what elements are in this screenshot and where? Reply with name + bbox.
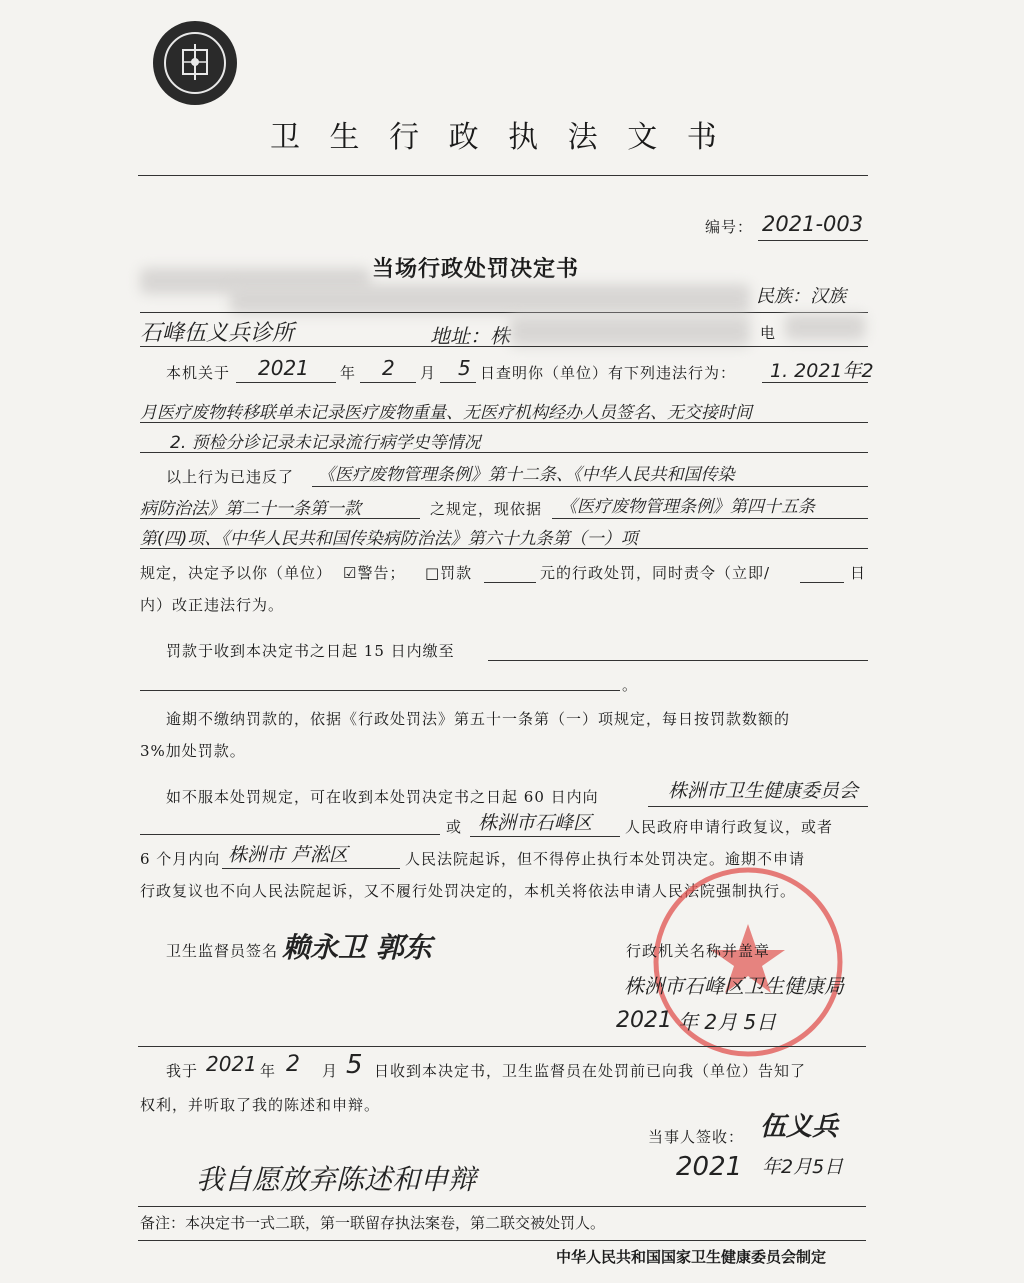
p3-line2: 内）改正违法行为。 <box>140 596 285 614</box>
party-signature: 伍义兵 <box>760 1112 839 1142</box>
p6-line4: 行政复议也不向人民法院起诉，又不履行处罚决定的，本机关将依法申请人民法院强制执行。 <box>140 882 797 900</box>
redacted-area <box>230 284 750 314</box>
p2-basis-2: 第(四)项、《中华人民共和国传染病防治法》第六十九条第（一）项 <box>140 529 638 549</box>
p6-line3-b: 人民法院起诉，但不得停止执行本处罚决定。逾期不申请 <box>405 850 806 868</box>
receipt-month-suffix: 月 <box>322 1062 339 1080</box>
receipt-line1-b: 日收到本决定书，卫生监督员在处罚前已向我（单位）告知了 <box>374 1062 807 1080</box>
p1-year-suffix: 年 <box>340 364 357 382</box>
p2-law-line-1 <box>312 486 868 487</box>
p6-gov-line <box>470 836 620 837</box>
receipt-month: 2 <box>286 1052 300 1077</box>
receipt-year-suffix: 年 <box>260 1062 277 1080</box>
p6-recon-line-1 <box>648 806 868 807</box>
footer-note: 备注：本决定书一式二联，第一联留存执法案卷，第二联交被处罚人。 <box>140 1214 606 1232</box>
footer-issuer: 中华人民共和国国家卫生健康委员会制定 <box>556 1248 827 1266</box>
p3-day-line <box>800 582 844 583</box>
p2-basis-mid: 之规定，现依据 <box>430 500 543 518</box>
p4-text: 罚款于收到本决定书之日起 15 日内缴至 <box>166 642 455 660</box>
party-phone-label: 电 <box>760 324 777 342</box>
party-ethnicity: 民族：汉族 <box>756 286 846 307</box>
agency-name: 株洲市石峰区卫生健康局 <box>624 974 844 998</box>
p3-line1-a: 规定，决定予以你（单位） <box>140 564 333 582</box>
redacted-area <box>510 316 750 346</box>
p2-law-1: 《医疗废物管理条例》第十二条、《中华人民共和国传染 <box>318 465 735 485</box>
agency-date-rest: 年 2月 5日 <box>678 1010 777 1034</box>
party-line-2 <box>140 346 868 347</box>
receipt-line1-a: 我于 <box>166 1062 199 1080</box>
agency-date-year: 2021 <box>616 1008 672 1033</box>
doc-number-value: 2021-003 <box>762 212 864 236</box>
p3-check-warning: ☑警告； <box>343 564 406 582</box>
agency-title: 卫 生 行 政 执 法 文 书 <box>270 120 727 155</box>
party-statement: 我自愿放弃陈述和申辩 <box>196 1163 477 1196</box>
footer-divider-1 <box>138 1206 866 1207</box>
p1-year: 2021 <box>258 356 309 380</box>
p1-day: 5 <box>458 356 471 380</box>
party-address-label: 地址：株 <box>430 324 510 348</box>
receipt-day: 5 <box>346 1050 363 1080</box>
p6-court: 株洲市 芦淞区 <box>228 844 349 866</box>
p5-line1: 逾期不缴纳罚款的，依据《行政处罚法》第五十一条第（一）项规定，每日按罚款数额的 <box>166 710 791 728</box>
redacted-area <box>785 314 865 340</box>
p2-law-line-2 <box>140 518 420 519</box>
party-sign-label: 当事人签收： <box>648 1128 745 1146</box>
p1-month: 2 <box>382 356 395 380</box>
p3-fine-line <box>484 582 536 583</box>
p1-prefix: 本机关于 <box>166 364 231 382</box>
party-unit-name: 石峰伍义兵诊所 <box>140 321 295 346</box>
p2-law-2: 病防治法》第二十一条第一款 <box>140 499 361 519</box>
p6-recon-line-2 <box>140 834 440 835</box>
doc-number-label: 编号： <box>705 218 754 236</box>
agency-label: 行政机关名称并盖章 <box>626 942 771 960</box>
p1-violation-line-2 <box>140 422 868 423</box>
p2-basis-line-2 <box>140 548 868 549</box>
p4-period: 。 <box>622 676 639 694</box>
receipt-line2: 权利，并听取了我的陈述和申辩。 <box>140 1096 381 1114</box>
p1-year-line <box>236 382 336 383</box>
receipt-date-rest: 年2月5日 <box>762 1156 844 1178</box>
p1-violation-line-1 <box>762 382 868 383</box>
title-divider <box>138 175 868 176</box>
p1-month-suffix: 月 <box>420 364 437 382</box>
inspector-label: 卫生监督员签名 <box>166 942 279 960</box>
inspector-signature: 赖永卫 郭东 <box>282 931 432 964</box>
p4-line-2 <box>140 690 620 691</box>
p6-or: 或 <box>446 818 463 836</box>
p2-prefix: 以上行为已违反了 <box>166 468 295 486</box>
receipt-date-year: 2021 <box>676 1152 743 1182</box>
p6-gov: 株洲市石峰区 <box>478 812 593 834</box>
doc-number-underline <box>758 240 868 241</box>
p5-line2: 3%加处罚款。 <box>140 742 246 760</box>
party-line-1 <box>140 312 868 313</box>
p6-line3-a: 6 个月内向 <box>140 850 221 868</box>
p6-recon-org: 株洲市卫生健康委员会 <box>668 780 859 802</box>
p3-fine-suffix: 元的行政处罚，同时责令（立即/ <box>540 564 771 582</box>
document-title: 当场行政处罚决定书 <box>372 256 580 282</box>
p6-court-line <box>222 868 400 869</box>
p1-violation-2: 月医疗废物转移联单未记录医疗废物重量、无医疗机构经办人员签名、无交接时间 <box>140 403 752 423</box>
emblem-icon <box>150 18 240 108</box>
p6-gov-suffix: 人民政府申请行政复议，或者 <box>625 818 834 836</box>
footer-divider-2 <box>138 1240 866 1241</box>
receipt-year: 2021 <box>206 1052 257 1076</box>
p1-violation-1: 1. 2021年2 <box>770 360 874 382</box>
p6-line1: 如不服本处罚规定，可在收到本处罚决定书之日起 60 日内向 <box>166 788 599 806</box>
p2-basis-1: 《医疗废物管理条例》第四十五条 <box>560 497 815 517</box>
p3-day-suffix: 日 <box>850 564 867 582</box>
p1-day-suffix: 日查明你（单位）有下列违法行为： <box>480 364 737 382</box>
p3-fine: □罚款 <box>425 564 473 582</box>
p1-month-line <box>360 382 416 383</box>
p2-basis-line-1 <box>552 518 868 519</box>
p4-line-1 <box>488 660 868 661</box>
p1-violation-3: 2. 预检分诊记录未记录流行病学史等情况 <box>170 433 481 453</box>
section-divider <box>138 1046 866 1047</box>
p1-violation-line-3 <box>140 452 868 453</box>
p1-day-line <box>440 382 476 383</box>
